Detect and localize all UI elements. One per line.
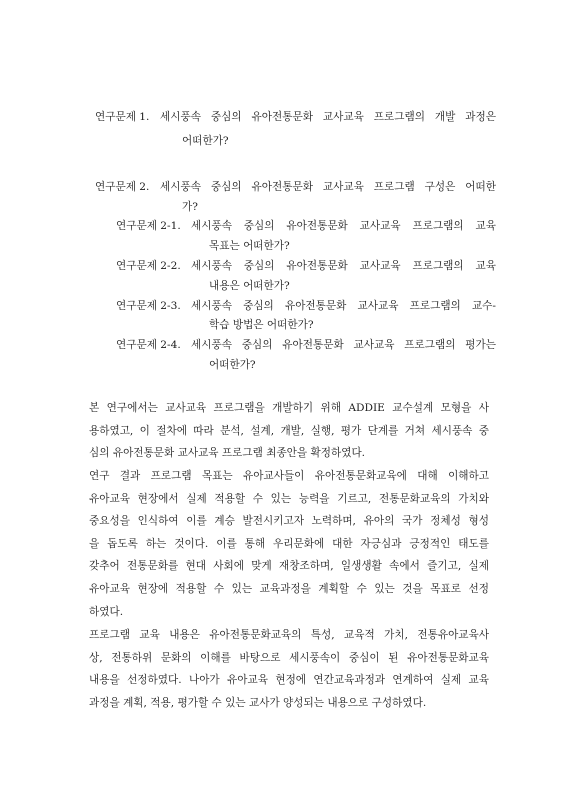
paragraph-line: 중요성을 인식하여 이를 계승 발전시키고자 노력하며, 유아의 국가 정체성 형성: [89, 515, 489, 528]
sub-question-2-1-text-line-1: 세시풍속 중심의 유아전통문화 교사교육 프로그램의 교육: [191, 220, 496, 232]
sub-question-2-4-text-line-2: 어떠한가?: [209, 359, 256, 371]
question-2-label: 연구문제 2.: [95, 181, 150, 193]
paragraph-line: 유아교육 현장에서 실제 적용할 수 있는 능력을 기르고, 전통문화교육의 가치와: [89, 492, 489, 505]
sub-question-2-3-label: 연구문제 2-3.: [116, 300, 181, 312]
sub-question-2-4-text-line-1: 세시풍속 중심의 유아전통문화 교사교육 프로그램의 평가는: [191, 339, 496, 351]
paragraph-line: 본 연구에서는 교사교육 프로그램을 개발하기 위해 ADDIE 교수설계 모형을 사: [89, 402, 489, 414]
question-1-text-line-2: 어떠한가?: [182, 135, 229, 147]
sub-question-2-2-text-line-2: 내용은 어떠한가?: [209, 280, 290, 292]
paragraph-line: 하였다.: [89, 605, 124, 618]
sub-question-2-3-text-line-2: 학습 방법은 어떠한가?: [209, 319, 314, 331]
sub-question-2-3-text-line-1: 세시풍속 중심의 유아전통문화 교사교육 프로그램의 교수-: [191, 300, 496, 312]
body-paragraph-1: [89, 397, 489, 465]
sub-question-2-2-label: 연구문제 2-2.: [116, 260, 181, 272]
question-1-label: 연구문제 1.: [95, 111, 150, 123]
body-paragraph-2: [89, 465, 489, 623]
question-1-text-line-1: 세시풍속 중심의 유아전통문화 교사교육 프로그램의 개발 과정은: [160, 111, 496, 123]
sub-question-2-2-text-line-1: 세시풍속 중심의 유아전통문화 교사교육 프로그램의 교육: [191, 260, 496, 272]
sub-question-2-4-label: 연구문제 2-4.: [116, 339, 181, 351]
paragraph-line: 심의 유아전통문화 교사교육 프로그램 최종안을 확정하였다.: [89, 447, 366, 460]
question-2-text-line-1: 세시풍속 중심의 유아전통문화 교사교육 프로그램 구성은 어떠한: [160, 181, 496, 193]
paragraph-line: 용하였고, 이 절차에 따라 분석, 설계, 개발, 실행, 평가 단계를 거쳐 세시풍속 중: [89, 424, 489, 437]
paragraph-line: 연구 결과 프로그램 목표는 유아교사들이 유아전통문화교육에 대해 이해하고: [89, 470, 489, 482]
question-2-text-line-2: 가?: [182, 201, 198, 213]
paragraph-line: 프로그램 교육 내용은 유아전통문화교육의 특성, 교육적 가치, 전통유아교육사: [89, 629, 489, 641]
paragraph-line: 갖추어 전통문화를 현대 사회에 맞게 재창조하며, 일생생활 속에서 즐기고, 실제: [89, 560, 489, 573]
sub-question-2-1-text-line-2: 목표는 어떠한가?: [209, 240, 290, 252]
paragraph-line: 유아교육 현장에 적용할 수 있는 교육과정을 계획할 수 있는 것을 목표로 선정: [89, 582, 489, 595]
paragraph-line: 과정을 계획, 적용, 평가할 수 있는 교사가 양성되는 내용으로 구성하였다.: [89, 696, 427, 709]
sub-question-2-1-label: 연구문제 2-1.: [116, 220, 181, 232]
paragraph-line: 내용을 선정하였다. 나아가 유아교육 현정에 연간교육과정과 연계하여 실제 교육: [89, 674, 489, 687]
paragraph-line: 을 돕도록 하는 것이다. 이를 통해 우리문화에 대한 자긍심과 긍정적인 태도를: [89, 537, 489, 550]
paragraph-line: 상, 전통하위 문화의 이해를 바탕으로 세시풍속이 중심이 된 유아전통문화교육: [89, 651, 489, 664]
body-paragraph-3: [89, 624, 489, 714]
